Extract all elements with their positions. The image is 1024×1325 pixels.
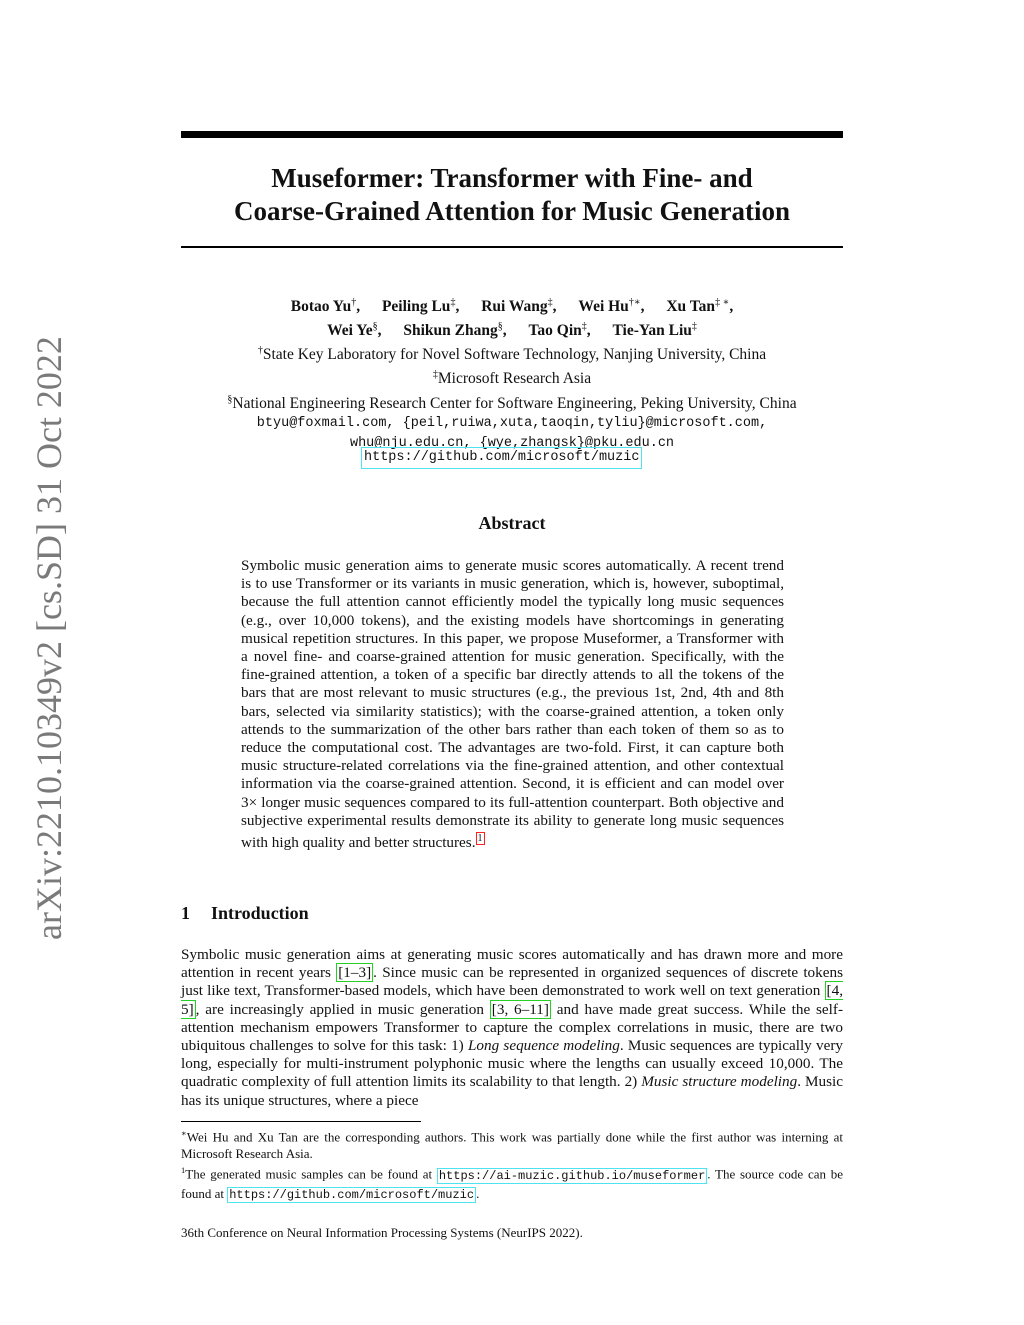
section-title: Introduction	[211, 903, 309, 923]
affiliation: ‡Microsoft Research Asia	[432, 369, 592, 388]
title-line-2: Coarse-Grained Attention for Music Generation	[234, 196, 790, 226]
abstract-text: Symbolic music generation aims to generate music scores automatically. A recent trend is to use Transformer or its variants in music generation, which is, however, suboptimal, because the full attention cannot efficiently model the typically long music sequences (e.g., over 10,000 tokens), and the existing models have shortcomings in generating musical repetition structures. In this paper, we propose Museformer, a Transformer with a novel fine- and coarse-grained attention for music generation. Specifically, with the fine-grained attention, a token of a specific bar directly attends to all the tokens of the bars that are most relevant to music structures (e.g., the previous 1st, 2nd, 4th and 8th bars, selected via similarity statistics); with the coarse-grained attention, a token only attends to the summarization of the other bars rather than each token of them so as to reduce the computational cost. The advantages are two-fold. First, it can capture both music structure-related correlations via the fine-grained attention, and other contextual information via the coarse-grained attention. Second, it is efficient and can model over 3× longer music sequences compared to its full-attention counterpart. Both objective and subjective experimental results demonstrate its ability to generate long music sequences with high quality and better structures.	[241, 557, 784, 852]
author: Wei Hu	[578, 298, 629, 316]
author-mark: ‡	[450, 297, 456, 308]
citation-link[interactable]: [1–3]	[338, 964, 372, 982]
citation-link[interactable]: [3, 6–11]	[491, 1000, 549, 1018]
abstract-body	[241, 557, 784, 852]
author: Botao Yu	[290, 298, 352, 316]
introduction-paragraph: Symbolic music generation aims at generating music scores automatically and has drawn more and more attention in recent years [1–3] . Since music can be represented in organized sequences of discrete tokens just like text, Transformer-based models, which have been demonstrated to work well on text generation [4, 5] , are increasingly applied in music generation [3, 6–11] and have made great success. While the self-attention mechanism empowers Transformer to capture the complex correlations in music, there are two ubiquitous challenges to solve for this task: 1) Long sequence modeling. Music sequences are typically very long, especially for multi-instrument polyphonic music where the lengths can usually exceed 10,000. The quadratic complexity of full attention limits its scalability to that length. 2) Music structure modeling. Music has its unique structures, where a piece	[181, 946, 843, 1109]
footnote-link[interactable]: 1	[477, 833, 483, 845]
author: Rui Wang	[481, 298, 548, 316]
author-emails: btyu@foxmail.com, {peil,ruiwa,xuta,taoqin,tyliu}@microsoft.com,	[256, 415, 768, 431]
citation-link[interactable]: [4, 5]	[181, 982, 843, 1018]
title-bottom-rule	[181, 246, 843, 248]
source-code-url-link[interactable]: https://github.com/microsoft/muzic	[229, 1187, 475, 1202]
affiliation: §National Engineering Research Center for Software Engineering, Peking University, China	[227, 393, 797, 412]
title-top-rule	[181, 131, 843, 138]
author: Tao Qin	[528, 322, 582, 340]
affiliation: †State Key Laboratory for Novel Software Technology, Nanjing University, China	[257, 345, 767, 364]
author-row-2: Wei Ye§, Shikun Zhang§, Tao Qin‡, Tie-Yan Liu‡	[327, 321, 697, 340]
author-emails: whu@nju.edu.cn, {wye,zhangsk}@pku.edu.cn	[349, 435, 675, 451]
author: Xu Tan	[666, 298, 716, 316]
title-line-1: Museformer: Transformer with Fine- and	[271, 163, 753, 193]
author-block	[150, 293, 874, 454]
footnote-rule	[181, 1121, 421, 1122]
author: Peiling Lu	[381, 298, 451, 316]
paper-title	[181, 162, 843, 228]
author: Tie-Yan Liu	[612, 322, 692, 340]
author: Wei Ye	[327, 322, 373, 340]
conference-note: 36th Conference on Neural Information Processing Systems (NeurIPS 2022).	[181, 1225, 583, 1240]
author-mark: †∗	[628, 297, 641, 308]
author-mark: ‡	[691, 321, 697, 333]
author-mark: §	[497, 321, 503, 333]
section-heading	[181, 903, 309, 924]
emphasis: Long sequence modeling	[467, 1037, 620, 1055]
author: Shikun Zhang	[403, 322, 498, 340]
author-row-1: Botao Yu†, Peiling Lu‡, Rui Wang‡, Wei Hu†∗, Xu Tan‡ ∗,	[290, 297, 734, 316]
author-mark: ‡	[547, 297, 553, 308]
footnote-corresponding: ∗Wei Hu and Xu Tan are the corresponding authors. This work was partially done while the first author was interning at Microsoft Research Asia.	[181, 1128, 843, 1162]
abstract-heading: Abstract	[478, 513, 546, 533]
footnotes	[181, 1125, 843, 1204]
code-repository-link[interactable]: https://github.com/microsoft/muzic	[361, 447, 642, 469]
author-mark: †	[351, 297, 357, 308]
footnote-1: $^1$The generated music samples can be found at https://ai-muzic.github.io/museformer . The source code can be found at https://github.com/microsoft/muzic .	[181, 1165, 843, 1202]
samples-url-link[interactable]: https://ai-muzic.github.io/museformer	[438, 1168, 706, 1183]
section-number: 1	[181, 903, 190, 923]
emphasis: Music structure modeling	[641, 1073, 798, 1091]
author-mark: ‡ ∗	[715, 297, 730, 308]
arxiv-identifier: arXiv:2210.10349v2 [cs.SD] 31 Oct 2022	[29, 336, 69, 940]
author-mark: ‡	[581, 321, 587, 333]
author-mark: §	[372, 321, 378, 333]
